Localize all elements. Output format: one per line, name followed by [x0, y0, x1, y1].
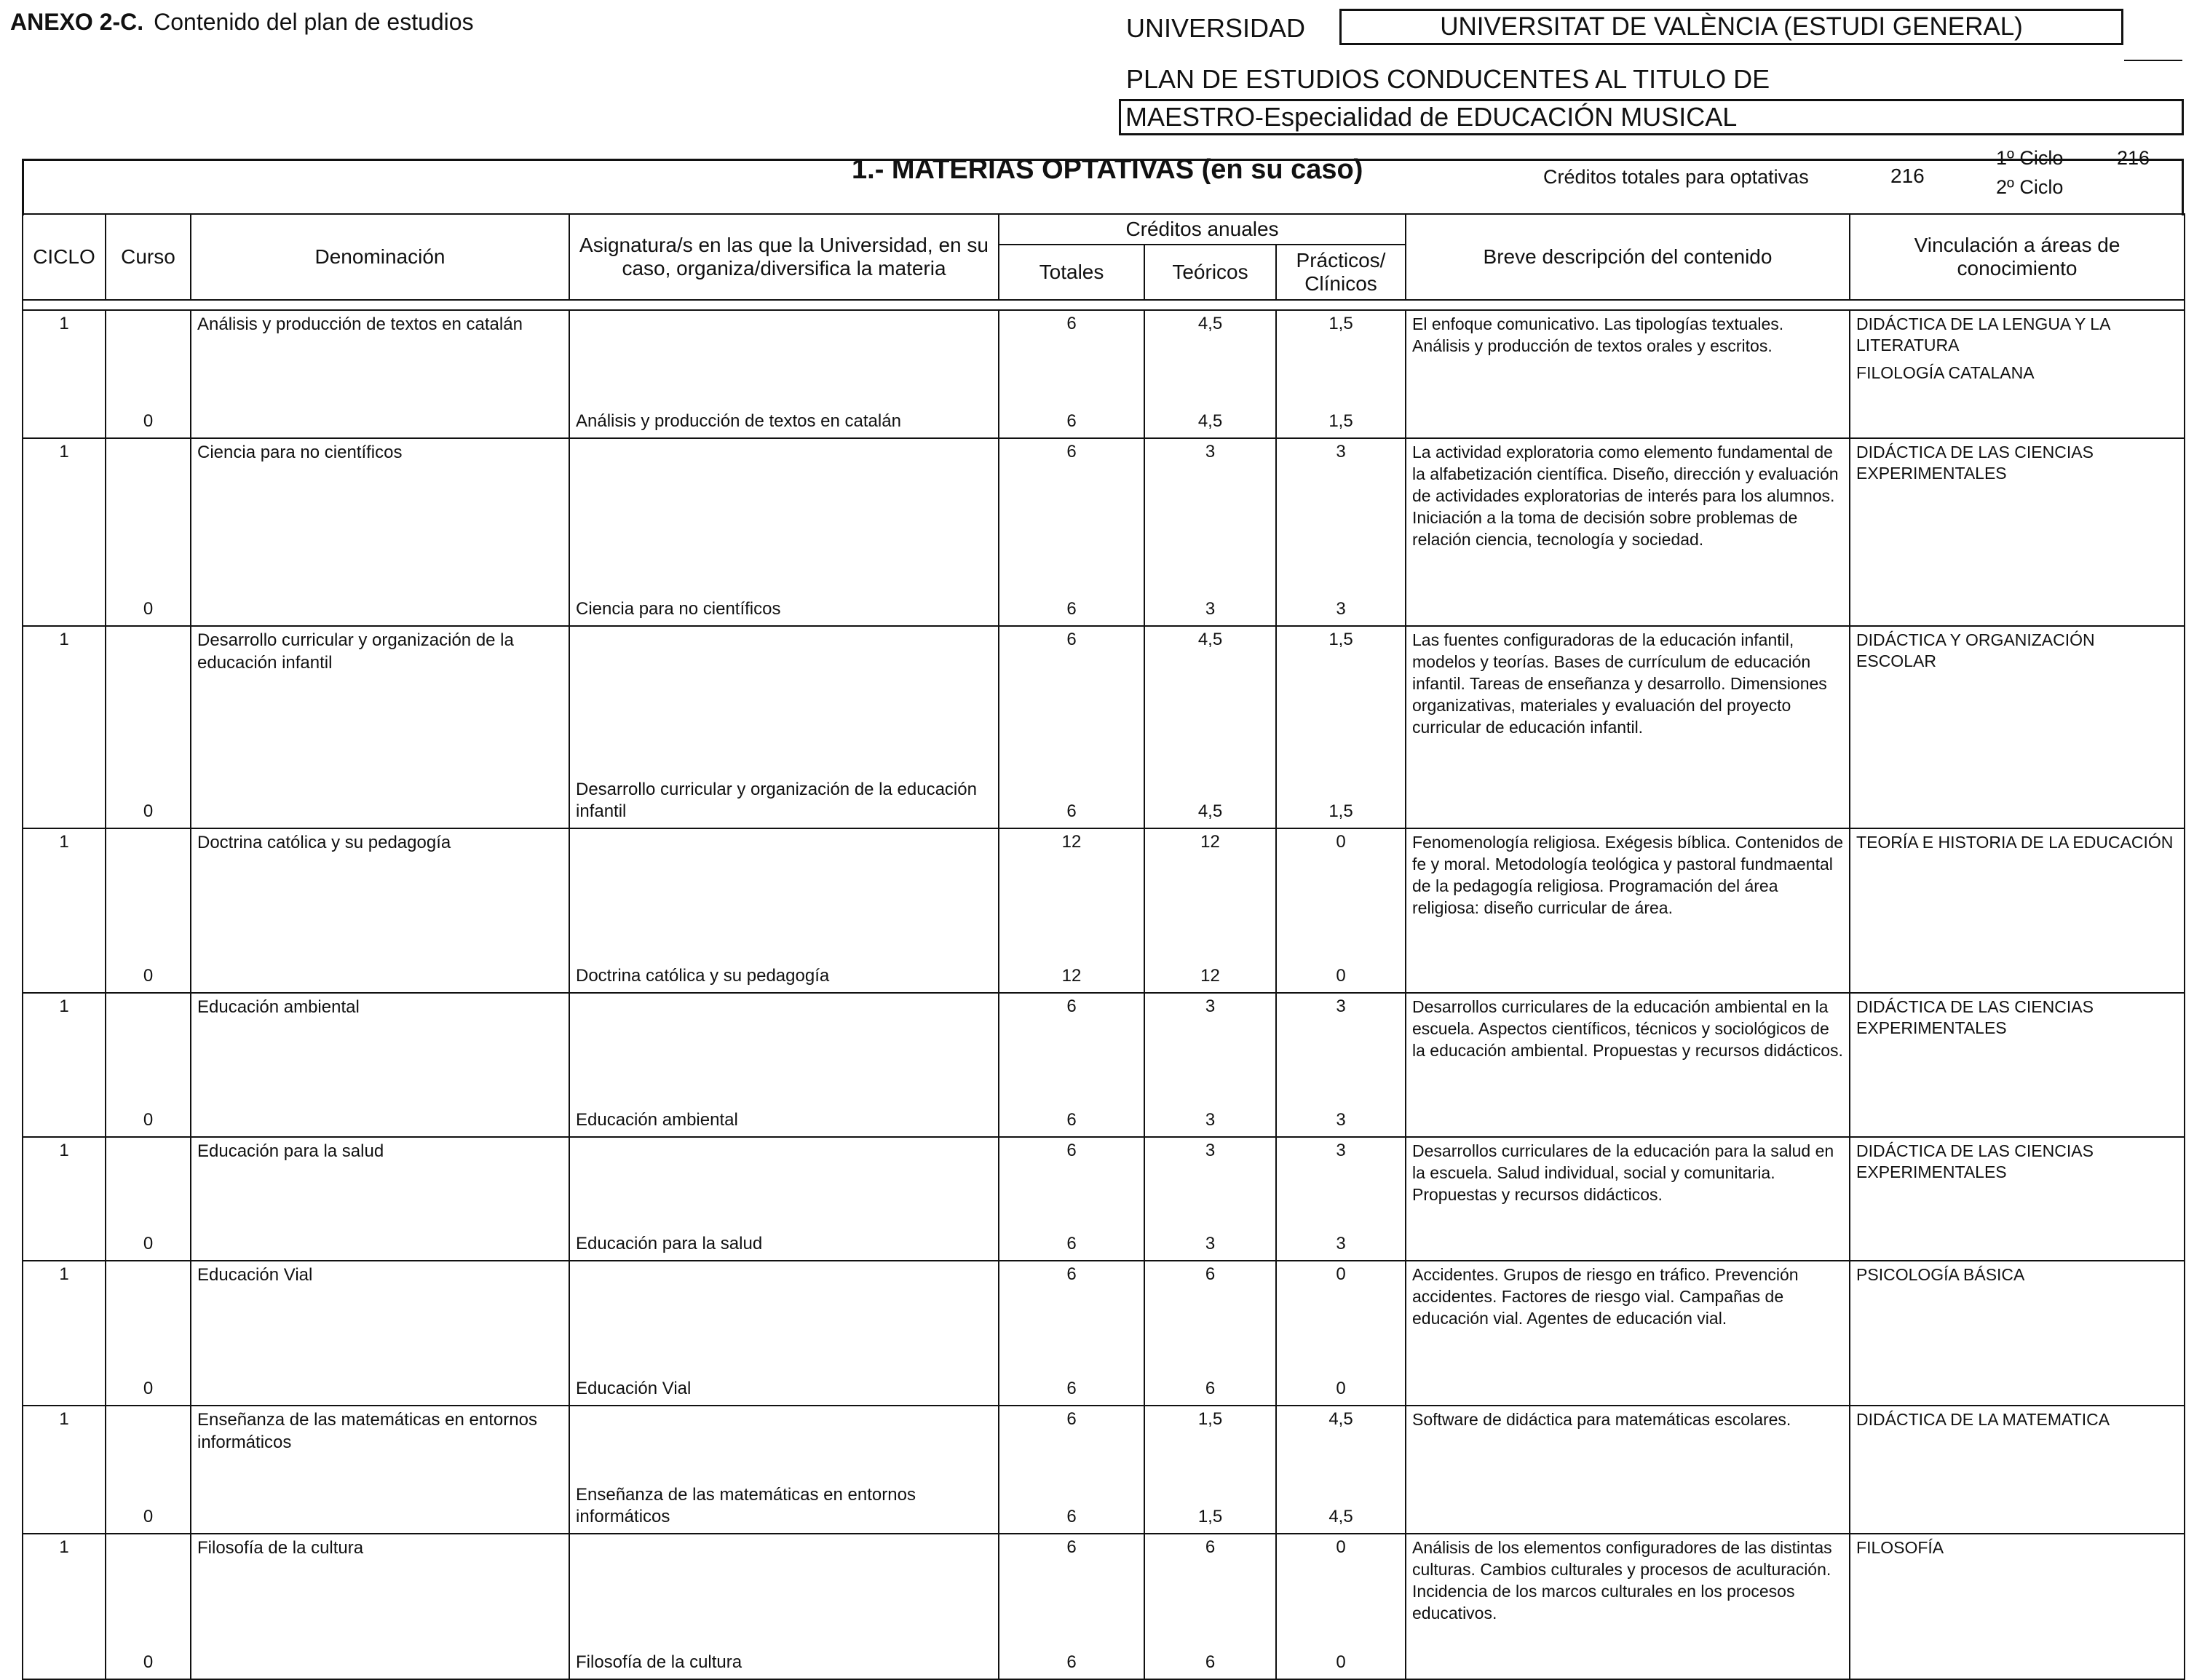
curso-value: 0 — [143, 1110, 154, 1130]
area-primary: DIDÁCTICA DE LAS CIENCIAS EXPERIMENTALES — [1856, 443, 2094, 483]
teoricos-value: 4,5 — [1197, 314, 1223, 333]
area-primary: DIDÁCTICA Y ORGANIZACIÓN ESCOLAR — [1856, 630, 2095, 671]
table-row — [23, 1406, 2185, 1534]
vinculacion-cell — [1850, 626, 2185, 828]
degree-title: MAESTRO-Especialidad de EDUCACIÓN MUSICAL — [1119, 99, 2184, 135]
ciclo-cell — [23, 1261, 106, 1406]
curso-value: 0 — [143, 1507, 154, 1526]
totales-value: 6 — [1066, 1264, 1077, 1284]
totales-value-asignatura: 6 — [1066, 1652, 1077, 1672]
denominacion-cell — [191, 1137, 569, 1261]
totales-value-asignatura: 12 — [1061, 966, 1082, 986]
teoricos-value-asignatura: 3 — [1205, 1234, 1216, 1253]
totales-value: 12 — [1061, 832, 1082, 852]
totales-cell — [999, 626, 1144, 828]
plan-label: PLAN DE ESTUDIOS CONDUCENTES AL TITULO DE — [1126, 64, 1770, 94]
vinculacion-cell — [1850, 993, 2185, 1137]
table-row — [23, 1137, 2185, 1261]
area-primary: TEORÍA E HISTORIA DE LA EDUCACIÓN — [1856, 833, 2174, 852]
table-row — [23, 993, 2185, 1137]
denominacion-text: Educación Vial — [197, 1265, 313, 1285]
col-totales: Totales — [999, 245, 1144, 300]
ciclo-value: 1 — [59, 832, 69, 852]
curso-cell — [106, 310, 191, 438]
col-curso: Curso — [106, 214, 191, 300]
ciclo-cell — [23, 310, 106, 438]
teoricos-cell — [1144, 626, 1276, 828]
teoricos-cell — [1144, 993, 1276, 1137]
col-practicos: Prácticos/ Clínicos — [1276, 245, 1406, 300]
practicos-value-asignatura: 4,5 — [1328, 1507, 1353, 1526]
descripcion-cell — [1406, 438, 1850, 626]
descripcion-text: Análisis de los elementos configuradores de las distintas culturas. Cambios culturales y procesos de aculturación. Incidencia de los marcos culturales en los procesos educativos. — [1412, 1538, 1832, 1622]
vinculacion-cell — [1850, 828, 2185, 993]
teoricos-value-asignatura: 4,5 — [1197, 411, 1223, 431]
universidad-name: UNIVERSITAT DE VALÈNCIA (ESTUDI GENERAL) — [1339, 9, 2123, 45]
practicos-cell — [1276, 993, 1406, 1137]
teoricos-value-asignatura: 12 — [1200, 966, 1220, 986]
ciclo-cell — [23, 1406, 106, 1534]
practicos-cell — [1276, 1137, 1406, 1261]
teoricos-value: 3 — [1205, 996, 1216, 1016]
table-row — [23, 310, 2185, 438]
area-primary: DIDÁCTICA DE LA LENGUA Y LA LITERATURA — [1856, 314, 2110, 355]
universidad-label: UNIVERSIDAD — [1126, 13, 1306, 43]
asignatura-text: Filosofía de la cultura — [576, 1652, 742, 1673]
curso-cell — [106, 1137, 191, 1261]
practicos-value: 3 — [1336, 996, 1346, 1016]
total-credits-value: 216 — [1890, 165, 1925, 187]
denominacion-cell — [191, 1261, 569, 1406]
cycle1-label: 1º Ciclo — [1996, 147, 2064, 169]
teoricos-cell — [1144, 828, 1276, 993]
col-teoricos: Teóricos — [1144, 245, 1276, 300]
curso-cell — [106, 1406, 191, 1534]
col-asignatura: Asignatura/s en las que la Universidad, en su caso, organiza/diversifica la materia — [569, 214, 999, 300]
asignatura-text: Ciencia para no científicos — [576, 599, 781, 619]
descripcion-text: Desarrollos curriculares de la educación para la salud en la escuela. Salud individual, social y comunitaria. Propuestas y recursos didácticos. — [1412, 1141, 1834, 1204]
denominacion-text: Educación para la salud — [197, 1141, 384, 1161]
column-header-row-1 — [23, 214, 2185, 245]
vinculacion-cell — [1850, 1137, 2185, 1261]
vinculacion-cell — [1850, 1534, 2185, 1679]
denominacion-text: Desarrollo curricular y organización de la educación infantil — [197, 630, 514, 673]
practicos-cell — [1276, 1534, 1406, 1679]
curso-value: 0 — [143, 599, 154, 619]
teoricos-value: 1,5 — [1197, 1409, 1223, 1429]
totales-value: 6 — [1066, 1409, 1077, 1429]
practicos-value: 0 — [1336, 1264, 1346, 1284]
curso-value: 0 — [143, 801, 154, 821]
denominacion-text: Filosofía de la cultura — [197, 1538, 364, 1558]
asignatura-cell — [569, 438, 999, 626]
col-vinculacion: Vinculación a áreas de conocimiento — [1850, 214, 2185, 300]
optional-subjects-table — [22, 213, 2185, 1680]
teoricos-cell — [1144, 1137, 1276, 1261]
descripcion-cell — [1406, 1261, 1850, 1406]
practicos-value-asignatura: 0 — [1336, 966, 1346, 986]
ciclo-value: 1 — [59, 442, 69, 461]
ciclo-cell — [23, 1137, 106, 1261]
teoricos-value-asignatura: 4,5 — [1197, 801, 1223, 821]
ciclo-cell — [23, 438, 106, 626]
asignatura-text: Desarrollo curricular y organización de la educación infantil — [576, 779, 977, 822]
teoricos-cell — [1144, 1534, 1276, 1679]
denominacion-cell — [191, 1534, 569, 1679]
descripcion-cell — [1406, 828, 1850, 993]
curso-cell — [106, 438, 191, 626]
teoricos-value: 3 — [1205, 442, 1216, 461]
totales-cell — [999, 1261, 1144, 1406]
totales-cell — [999, 1406, 1144, 1534]
area-secondary: FILOLOGÍA CATALANA — [1856, 362, 2035, 382]
asignatura-cell — [569, 993, 999, 1137]
annex-title: Contenido del plan de estudios — [154, 9, 474, 35]
table-row — [23, 828, 2185, 993]
asignatura-cell — [569, 828, 999, 993]
descripcion-cell — [1406, 1534, 1850, 1679]
header-rule — [2124, 60, 2182, 61]
area-primary: DIDÁCTICA DE LAS CIENCIAS EXPERIMENTALES — [1856, 1141, 2094, 1182]
practicos-value-asignatura: 1,5 — [1328, 411, 1353, 431]
teoricos-value: 12 — [1200, 832, 1220, 852]
asignatura-cell — [569, 1137, 999, 1261]
totales-value: 6 — [1066, 314, 1077, 333]
col-denominacion: Denominación — [191, 214, 569, 300]
teoricos-value: 4,5 — [1197, 630, 1223, 649]
totales-value: 6 — [1066, 630, 1077, 649]
totales-value: 6 — [1066, 1141, 1077, 1160]
teoricos-value: 3 — [1205, 1141, 1216, 1160]
practicos-cell — [1276, 1406, 1406, 1534]
practicos-value-asignatura: 3 — [1336, 599, 1346, 619]
asignatura-cell — [569, 1406, 999, 1534]
practicos-value-asignatura: 3 — [1336, 1234, 1346, 1253]
practicos-value-asignatura: 3 — [1336, 1110, 1346, 1130]
asignatura-text: Educación ambiental — [576, 1110, 738, 1130]
denominacion-cell — [191, 1406, 569, 1534]
ciclo-value: 1 — [59, 1537, 69, 1557]
denominacion-text: Ciencia para no científicos — [197, 443, 403, 462]
teoricos-value: 6 — [1205, 1537, 1216, 1557]
ciclo-value: 1 — [59, 1264, 69, 1284]
denominacion-cell — [191, 310, 569, 438]
practicos-value-asignatura: 0 — [1336, 1652, 1346, 1672]
col-ciclo: CICLO — [23, 214, 106, 300]
table-row — [23, 626, 2185, 828]
practicos-cell — [1276, 626, 1406, 828]
descripcion-text: La actividad exploratoria como elemento fundamental de la alfabetización científica. Diseño, dirección y evaluación de actividades exploratorias de interés para los alumnos. Iniciación a la toma de decisión sobre problemas de relación ciencia, tecnología y sociedad. — [1412, 443, 1839, 549]
ciclo-value: 1 — [59, 314, 69, 333]
practicos-cell — [1276, 1261, 1406, 1406]
asignatura-text: Enseñanza de las matemáticas en entornos informáticos — [576, 1484, 916, 1527]
totales-cell — [999, 1137, 1144, 1261]
teoricos-value: 6 — [1205, 1264, 1216, 1284]
area-primary: DIDÁCTICA DE LA MATEMATICA — [1856, 1410, 2110, 1429]
ciclo-value: 1 — [59, 1141, 69, 1160]
ciclo-value: 1 — [59, 630, 69, 649]
totales-cell — [999, 828, 1144, 993]
vinculacion-cell — [1850, 1406, 2185, 1534]
asignatura-cell — [569, 1261, 999, 1406]
denominacion-text: Doctrina católica y su pedagogía — [197, 833, 451, 852]
ciclo-cell — [23, 993, 106, 1137]
denominacion-text: Enseñanza de las matemáticas en entornos informáticos — [197, 1410, 537, 1452]
practicos-value: 1,5 — [1328, 630, 1353, 649]
header-separator — [23, 300, 2185, 310]
totales-value-asignatura: 6 — [1066, 1507, 1077, 1526]
practicos-value: 3 — [1336, 442, 1346, 461]
area-primary: DIDÁCTICA DE LAS CIENCIAS EXPERIMENTALES — [1856, 997, 2094, 1038]
curso-cell — [106, 626, 191, 828]
annex-label: ANEXO 2-C. — [10, 9, 144, 35]
vinculacion-cell — [1850, 1261, 2185, 1406]
teoricos-value-asignatura: 3 — [1205, 1110, 1216, 1130]
ciclo-cell — [23, 828, 106, 993]
vinculacion-cell — [1850, 310, 2185, 438]
table-row — [23, 438, 2185, 626]
totales-value: 6 — [1066, 996, 1077, 1016]
curso-value: 0 — [143, 966, 154, 986]
total-credits-label: Créditos totales para optativas — [1543, 166, 1809, 188]
denominacion-text: Análisis y producción de textos en catalán — [197, 314, 523, 334]
asignatura-cell — [569, 1534, 999, 1679]
teoricos-value-asignatura: 6 — [1205, 1652, 1216, 1672]
denominacion-cell — [191, 626, 569, 828]
denominacion-cell — [191, 993, 569, 1137]
curso-value: 0 — [143, 411, 154, 431]
totales-cell — [999, 1534, 1144, 1679]
teoricos-cell — [1144, 1406, 1276, 1534]
practicos-value-asignatura: 1,5 — [1328, 801, 1353, 821]
table-row — [23, 1261, 2185, 1406]
curso-cell — [106, 828, 191, 993]
practicos-cell — [1276, 310, 1406, 438]
practicos-cell — [1276, 438, 1406, 626]
totales-value-asignatura: 6 — [1066, 1234, 1077, 1253]
totales-cell — [999, 438, 1144, 626]
descripcion-cell — [1406, 1137, 1850, 1261]
cycle2-label: 2º Ciclo — [1996, 176, 2064, 198]
totales-value: 6 — [1066, 442, 1077, 461]
teoricos-value-asignatura: 3 — [1205, 599, 1216, 619]
asignatura-text: Educación Vial — [576, 1379, 692, 1399]
descripcion-text: Software de didáctica para matemáticas escolares. — [1412, 1410, 1791, 1429]
asignatura-cell — [569, 310, 999, 438]
descripcion-cell — [1406, 310, 1850, 438]
annex-heading — [10, 9, 474, 36]
practicos-value: 0 — [1336, 1537, 1346, 1557]
teoricos-cell — [1144, 438, 1276, 626]
practicos-value: 4,5 — [1328, 1409, 1353, 1429]
descripcion-cell — [1406, 626, 1850, 828]
asignatura-text: Educación para la salud — [576, 1234, 763, 1254]
asignatura-text: Análisis y producción de textos en catalán — [576, 411, 901, 432]
curso-value: 0 — [143, 1652, 154, 1672]
ciclo-cell — [23, 1534, 106, 1679]
descripcion-text: Las fuentes configuradoras de la educación infantil, modelos y teorías. Bases de currículum de educación infantil. Tareas de enseñanza y desarrollo. Dimensiones organizativas, materiales y evaluación del proyecto curricular de educación infantil. — [1412, 630, 1827, 737]
curso-cell — [106, 993, 191, 1137]
curso-value: 0 — [143, 1379, 154, 1398]
practicos-cell — [1276, 828, 1406, 993]
ciclo-cell — [23, 626, 106, 828]
cycle1-value: 216 — [2117, 147, 2150, 169]
asignatura-text: Doctrina católica y su pedagogía — [576, 966, 830, 986]
practicos-value: 3 — [1336, 1141, 1346, 1160]
denominacion-text: Educación ambiental — [197, 997, 360, 1017]
col-descripcion: Breve descripción del contenido — [1406, 214, 1850, 300]
teoricos-value-asignatura: 6 — [1205, 1379, 1216, 1398]
totales-value: 6 — [1066, 1537, 1077, 1557]
descripcion-text: Desarrollos curriculares de la educación ambiental en la escuela. Aspectos científicos, técnicos y sociológicos de la educación ambiental. Propuestas y recursos didácticos. — [1412, 997, 1843, 1060]
descripcion-cell — [1406, 1406, 1850, 1534]
totales-cell — [999, 993, 1144, 1137]
ciclo-value: 1 — [59, 996, 69, 1016]
curso-cell — [106, 1261, 191, 1406]
denominacion-cell — [191, 438, 569, 626]
area-primary: FILOSOFÍA — [1856, 1538, 1944, 1557]
denominacion-cell — [191, 828, 569, 993]
teoricos-value-asignatura: 1,5 — [1197, 1507, 1223, 1526]
descripcion-cell — [1406, 993, 1850, 1137]
totales-value-asignatura: 6 — [1066, 1379, 1077, 1398]
practicos-value: 1,5 — [1328, 314, 1353, 333]
ciclo-value: 1 — [59, 1409, 69, 1429]
descripcion-text: El enfoque comunicativo. Las tipologías textuales. Análisis y producción de textos orales y escritos. — [1412, 314, 1784, 355]
col-creditos-anuales: Créditos anuales — [999, 214, 1406, 245]
practicos-value-asignatura: 0 — [1336, 1379, 1346, 1398]
teoricos-cell — [1144, 310, 1276, 438]
curso-value: 0 — [143, 1234, 154, 1253]
totales-value-asignatura: 6 — [1066, 801, 1077, 821]
descripcion-text: Fenomenología religiosa. Exégesis bíblica. Contenidos de fe y moral. Metodología teológica y pastoral fundmaental de la pedagogía religiosa. Programación del área religiosa: diseño curricular de área. — [1412, 833, 1843, 917]
practicos-value: 0 — [1336, 832, 1346, 852]
totales-cell — [999, 310, 1144, 438]
area-primary: PSICOLOGÍA BÁSICA — [1856, 1265, 2025, 1284]
totales-value-asignatura: 6 — [1066, 1110, 1077, 1130]
descripcion-text: Accidentes. Grupos de riesgo en tráfico. Prevención accidentes. Factores de riesgo vial. Campañas de educación vial. Agentes de educación vial. — [1412, 1265, 1799, 1328]
asignatura-cell — [569, 626, 999, 828]
totales-value-asignatura: 6 — [1066, 599, 1077, 619]
curso-cell — [106, 1534, 191, 1679]
section-title: 1.- MATERIAS OPTATIVAS (en su caso) — [852, 154, 1363, 185]
totales-value-asignatura: 6 — [1066, 411, 1077, 431]
table-row — [23, 1534, 2185, 1679]
teoricos-cell — [1144, 1261, 1276, 1406]
vinculacion-cell — [1850, 438, 2185, 626]
